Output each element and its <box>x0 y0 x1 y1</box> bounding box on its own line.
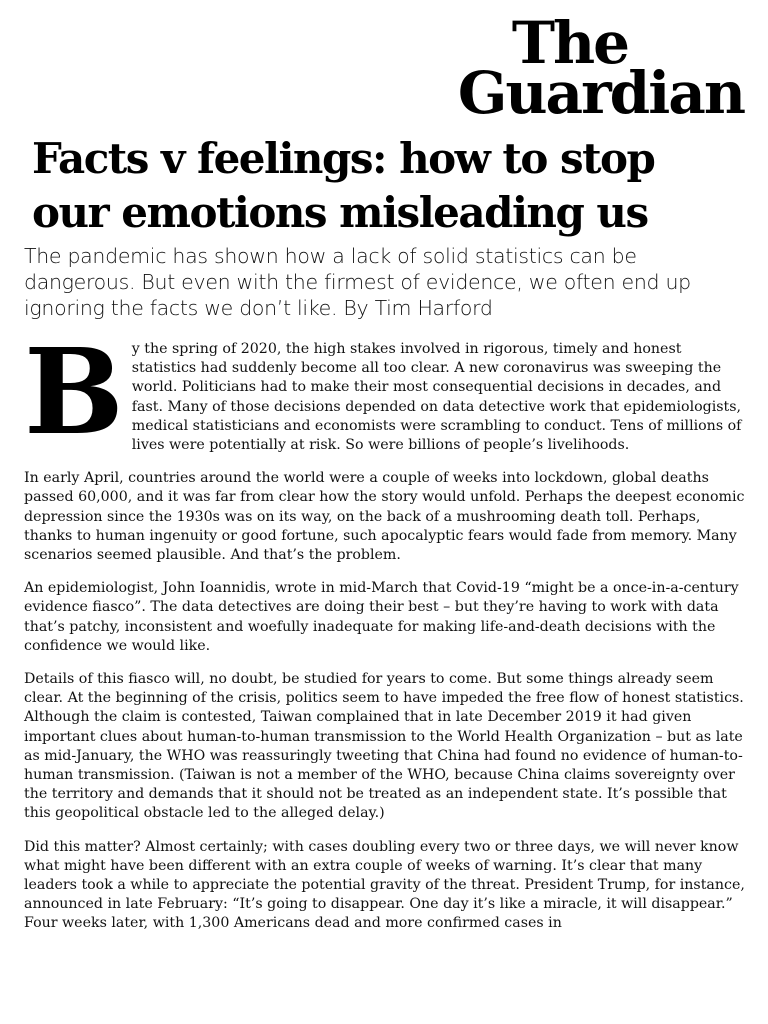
headline-line-2: our emotions misleading us <box>32 188 648 237</box>
body-paragraph-3: An epidemiologist, John Ioannidis, wrote in mid-March that Covid-19 “might be a once-in-a-century evidence fiasco”. The data detectives are doing their best – but they’re having to work with data that’s patchy, inconsistent and woefully inadequate for making life-and-death decisions with the confidence we would like. <box>24 580 739 654</box>
body-paragraph-5: Did this matter? Almost certainly; with cases doubling every two or three days, we will never know what might have been different with an extra couple of weeks of warning. It’s clear that many leaders took a while to appreciate the potential gravity of the threat. President Trump, for instance, announced in late February: “It’s going to disappear. One day it’s like a miracle, it will disappear.” Four weeks later, with 1,300 Americans dead and more confirmed cases in <box>24 838 745 932</box>
article-headline <box>32 132 752 240</box>
headline-line-1: Facts v feelings: how to stop <box>32 134 655 183</box>
body-paragraph-1 <box>24 322 746 461</box>
body-paragraph-2: In early April, countries around the world were a couple of weeks into lockdown, global deaths passed 60,000, and it was far from clear how the story would unfold. Perhaps the deepest economic depression since the 1930s was on its way, on the back of a mushrooming death toll. Perhaps, thanks to human ingenuity or good fortune, such apocalyptic fears would fade from memory. Many scenarios seemed plausible. And that’s the problem. <box>24 470 745 564</box>
body-paragraph-4: Details of this fiasco will, no doubt, be studied for years to come. But some things already seem clear. At the beginning of the crisis, politics seem to have impeded the free flow of honest statistics. Although the claim is contested, Taiwan complained that in late December 2019 it had given important clues about human-to-human transmission to the World Health Organization – but as late as mid-January, the WHO was reassuringly tweeting that China had found no evidence of human-to-human transmission. (Taiwan is not a member of the WHO, because China claims sovereignty over the territory and demands that it should not be treated as an independent state. It’s possible that this geopolitical obstacle led to the alleged delay.) <box>24 671 744 822</box>
article-standfirst: The pandemic has shown how a lack of solid statistics can be dangerous. But even with the firmest of evidence, we often end up ignoring the facts we don’t like. By Tim Harford <box>24 244 691 320</box>
guardian-logo <box>457 9 744 127</box>
paragraph-1-text: y the spring of 2020, the high stakes involved in rigorous, timely and honest statistics had suddenly become all too clear. A new coronavirus was sweeping the world. Politicians had to make their most consequential decisions in decades, and fast. Many of those decisions depended on data detective work that epidemiologists, medical statisticians and economists were scrambling to conduct. Tens of millions of lives were potentially at risk. So were billions of people’s livelihoods. <box>131 341 742 454</box>
logo-line-the: The <box>511 9 629 77</box>
drop-cap: B <box>24 322 124 461</box>
article-body <box>24 322 746 948</box>
logo-line-guardian: Guardian <box>457 59 744 127</box>
